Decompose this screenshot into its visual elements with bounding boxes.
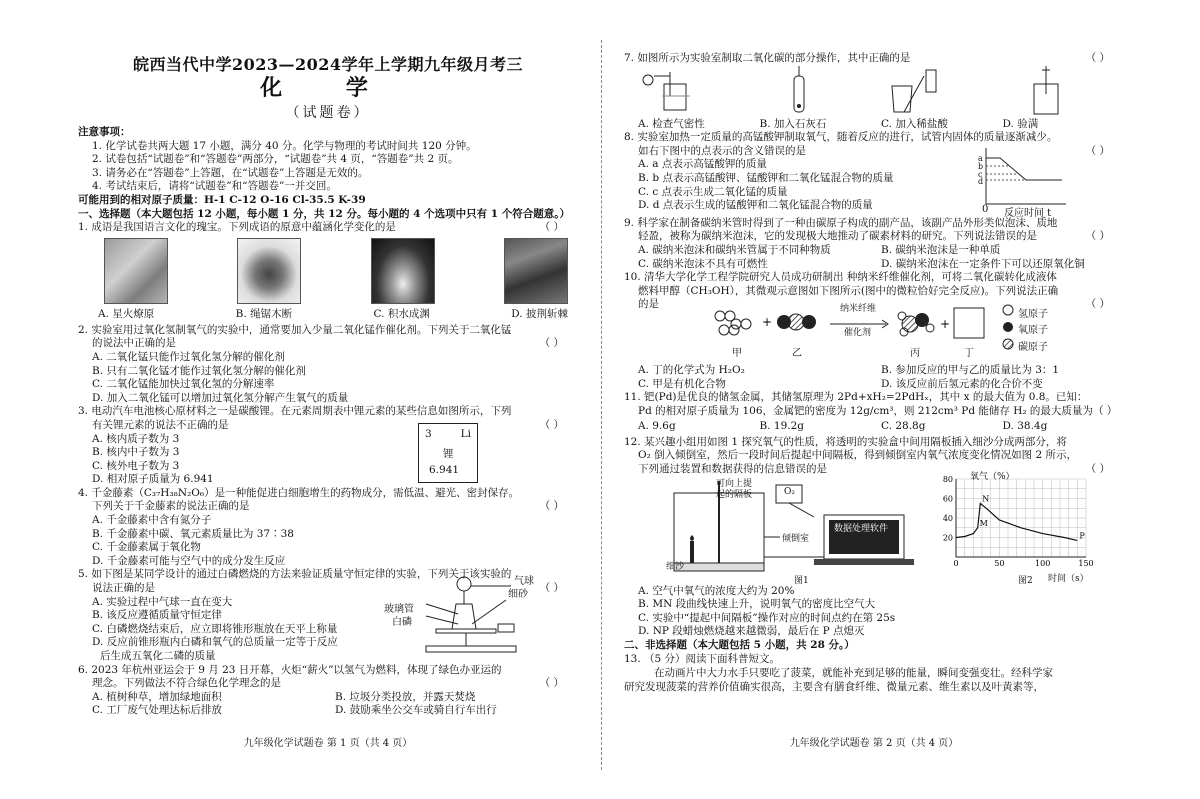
q9-line1: 9. 科学家在制备碳纳米管时得到了一种由碳原子构成的副产品，该副产品外形类似泡沫、质地 xyxy=(624,216,1058,229)
label-tube: 玻璃管 xyxy=(384,603,414,615)
fig2-caption: 图2 xyxy=(1018,575,1033,586)
legend-h-label: 氢原子 xyxy=(1018,308,1048,320)
q8-option-b: B. b 点表示高锰酸钾、锰酸钾和二氧化锰混合物的质量 xyxy=(638,171,894,184)
subject-title: 化 学 xyxy=(260,75,396,101)
q6-options-row1 xyxy=(78,691,578,705)
q4-line2: 下列关于千金藤素的说法正确的是 xyxy=(92,500,250,513)
answer-paren: （ ） xyxy=(539,221,564,234)
ding-box xyxy=(954,308,984,338)
q2-option-b: B. 只有二氧化锰才能作过氧化氢分解的催化剂 xyxy=(92,364,306,377)
q2-option-d: D. 加入二氧化锰可以增加过氧化氢分解产生氧气的质量 xyxy=(92,391,349,404)
fig1-room-label: 倾倒室 xyxy=(782,533,810,544)
q7-option-b: B. 加入石灰石 xyxy=(759,117,827,130)
q13-paragraph-1: 在动画片中大力水手只要吃了菠菜，就能补充到足够的能量，瞬间变强变壮。经科学家 xyxy=(654,667,1053,680)
legend-c-label: 碳原子 xyxy=(1018,341,1048,353)
q2-option-a: A. 二氧化锰只能作过氧化氢分解的催化剂 xyxy=(92,350,285,363)
fig1-lift-label-2: 起的隔板 xyxy=(716,489,753,500)
y-tick-label: 60 xyxy=(942,494,953,504)
q12-line2: O₂ 倒入倾倒室，然后一段时间后提起中间隔板，得到倾倒室内氧气浓度变化情况如图 2 所示， xyxy=(638,449,1078,462)
point-label-p: P xyxy=(1079,531,1085,541)
figure-2-oxygen-chart xyxy=(934,471,1104,579)
q5-option-d: D. 反应前锥形瓶内白磷和氧气的总质量一定等于反应 xyxy=(92,636,338,649)
q1-option-b: B. 绳锯木断 xyxy=(235,307,293,320)
q10-options-row1 xyxy=(624,364,1124,378)
fig2-xlabel: 时间（s） xyxy=(1048,573,1089,584)
page-1 xyxy=(78,0,578,799)
answer-paren: （ ） xyxy=(539,677,564,690)
legend-o-icon xyxy=(1003,322,1013,332)
add-acid-figure xyxy=(892,70,936,112)
q5-option-b: B. 该反应遵循质量守恒定律 xyxy=(92,609,222,622)
q9-option-d: D. 碳纳米泡沫在一定条件下可以还原氧化铜 xyxy=(881,257,1085,270)
q5-option-d-cont: 后生成五氧化二磷的质量 xyxy=(100,650,216,662)
yi-molecule xyxy=(777,314,816,330)
legend-h-icon xyxy=(1003,305,1013,315)
q13-head: 13. （5 分）阅读下面科普短文。 xyxy=(624,652,781,665)
q3-option-c: C. 核外电子数为 3 xyxy=(92,459,180,472)
q5-line1: 5. 如下图是某同学设计的通过白磷燃烧的方法来验证质量守恒定律的实验，下列关于该实验的 xyxy=(78,568,512,581)
q8-point-a: a xyxy=(978,154,983,164)
q6-options-row2 xyxy=(78,704,578,718)
q9-line2: 轻盈，被称为碳纳米泡沫，它的发现极大地推动了碳素材料的研究。下列说法错误的是 xyxy=(638,230,1037,243)
q10-option-a: A. 丁的化学式为 H₂O₂ xyxy=(638,363,745,376)
legend-o-label: 氧原子 xyxy=(1018,324,1048,336)
q8-xlabel: 反应时间 t xyxy=(1004,208,1052,220)
q8-point-b: b xyxy=(978,162,984,172)
q1-option-d: D. 披荆斩棘 xyxy=(511,307,568,320)
notes-head: 注意事项： xyxy=(78,126,131,138)
question-11 xyxy=(624,405,1124,419)
x-tick-label: 150 xyxy=(1078,558,1094,568)
q12-option-b: B. MN 段曲线快速上升，说明氧气的密度比空气大 xyxy=(638,598,876,611)
q5-option-a: A. 实验过程中气球一直在变大 xyxy=(92,595,233,608)
q10-option-c: C. 甲是有机化合物 xyxy=(638,377,726,390)
q8-point-c: c xyxy=(978,170,983,180)
check-full-figure xyxy=(1034,66,1058,114)
svg-text:+: + xyxy=(940,316,951,331)
q9-option-a: A. 碳纳米泡沫和碳纳米管属于不同种物质 xyxy=(638,243,831,256)
answer-paren: （ ） xyxy=(539,418,564,431)
q5-option-c: C. 白磷燃烧结束后，应立即将锥形瓶放在天平上称量 xyxy=(92,622,338,635)
y-tick-label: 80 xyxy=(942,474,953,484)
q12-option-c: C. 实验中“提起中间隔板”操作对应的时间点约在第 25s xyxy=(638,611,896,624)
li-mass: 6.941 xyxy=(429,463,460,476)
q10-line1: 10. 清华大学化学工程学院研究人员成功研制出 种纳米纤维催化剂，可将二氧化碳转化成液体 xyxy=(624,271,1057,284)
note-1: 1. 化学试卷共两大题 17 小题，满分 40 分。化学与物理的考试时间共 120 分钟。 xyxy=(92,139,477,152)
answer-paren: （ ） xyxy=(1085,144,1110,157)
photo-rope-saw xyxy=(237,238,301,304)
q4-option-b: B. 千金藤素中碳、氧元素质量比为 37∶38 xyxy=(92,527,294,540)
answer-paren: （ ） xyxy=(539,582,564,595)
section-1-title: 一、选择题（本大题包括 12 小题，每小题 1 分，共 12 分。每小题的 4 个选项中只有 1 个符合题意。） xyxy=(78,207,570,220)
fig1-o2-label: O₂ xyxy=(784,486,795,497)
q3-line1: 3. 电动汽车电池核心原材料之一是碳酸锂。在元素周期表中锂元素的某些信息如图所示，下列 xyxy=(78,405,512,418)
notes xyxy=(78,126,578,221)
q13-paragraph-2: 研究发现菠菜的营养价值确实很高，主要含有膳食纤维、微量元素、维生素以及叶黄素等， xyxy=(624,681,1044,694)
fig1-software-label: 数据处理软件 xyxy=(834,523,889,534)
y-tick-label: 20 xyxy=(942,533,953,543)
q4-line1: 4. 千金藤素（C₃₇H₃₈N₂O₆）是一种能促进白细胞增生的药物成分，需低温、避光、密封保存。 xyxy=(78,486,520,499)
q2-line2: 的说法中正确的是 xyxy=(92,337,176,350)
q5-line2: 说法正确的是 xyxy=(92,582,155,595)
answer-paren: （ ） xyxy=(539,500,564,513)
q8-block xyxy=(624,154,1124,220)
answer-paren: （ ） xyxy=(1092,404,1118,417)
catalyst-label-bottom: 催化剂 xyxy=(844,327,872,338)
q2-line1: 2. 实验室用过氧化氢制氧气的实验中，通常要加入少量二氧化锰作催化剂。下列关于二氧化锰 xyxy=(78,323,512,336)
x-tick-label: 50 xyxy=(994,558,1005,568)
paper-type: （试题卷） xyxy=(285,105,371,121)
q3-block xyxy=(78,427,578,487)
q8-option-c: C. c 点表示生成二氧化锰的质量 xyxy=(638,185,788,198)
q11-options xyxy=(624,420,1124,434)
page-divider xyxy=(601,40,602,770)
fig1-sand-label: 细沙 xyxy=(666,561,685,572)
photo-thorns xyxy=(504,238,568,304)
q6-line1: 6. 2023 年杭州亚运会于 9 月 23 日开幕，火炬“薪火”以氢气为燃料，体现了绿色办亚运的 xyxy=(78,663,502,676)
photo-water-drop xyxy=(371,238,435,304)
answer-paren: （ ） xyxy=(1085,52,1110,64)
fig1-caption: 图1 xyxy=(794,575,809,586)
q3-option-a: A. 核内质子数为 3 xyxy=(92,432,180,445)
q3-option-d: D. 相对原子质量为 6.941 xyxy=(92,473,214,486)
q4-option-d: D. 千金藤素可能与空气中的成分发生反应 xyxy=(92,554,286,567)
question-1 xyxy=(78,221,578,235)
q9-options-row1 xyxy=(624,244,1124,258)
label-balloon: 气球 xyxy=(514,575,534,587)
answer-paren: （ ） xyxy=(1085,298,1110,311)
note-4: 4. 考试结束后，请将“试题卷”和“答题卷”一并交回。 xyxy=(92,180,337,193)
atomic-mass: 可能用到的相对原子质量：H-1 C-12 O-16 Cl-35.5 K-39 xyxy=(78,193,366,206)
point-label-m: M xyxy=(979,518,988,528)
airtight-check-figure xyxy=(643,72,690,110)
label-sand: 细砂 xyxy=(508,588,528,600)
q2-option-c: C. 二氧化锰能加快过氧化氢的分解速率 xyxy=(92,378,275,391)
fig1-lift-label: 可向上提 xyxy=(716,478,753,489)
q12-figures xyxy=(624,471,1124,586)
q10-line2: 燃料甲醇（CH₃OH），其微观示意图如下图所示(图中的微粒恰好完全反应)。下列说法正确 xyxy=(638,284,1059,297)
q1-text: 1. 成语是我国语言文化的瑰宝。下列成语的原意中蕴涵化学变化的是 xyxy=(78,221,396,234)
q7-text: 7. 如图所示为实验室制取二氧化碳的部分操作，其中正确的是 xyxy=(624,52,911,64)
label-jia: 甲 xyxy=(732,347,742,359)
q12-line3: 下列通过装置和数据获得的信息错误的是 xyxy=(638,463,827,476)
q9-option-c: C. 碳纳米泡沫不具有可燃性 xyxy=(638,257,768,270)
q12-line1: 12. 某兴趣小组用如图 1 探究氧气的性质，将透明的实验盒中间用隔板插入细沙分成两部分，将 xyxy=(624,435,1067,448)
page-2 xyxy=(624,0,1124,799)
answer-paren: （ ） xyxy=(1085,463,1110,476)
answer-paren: （ ） xyxy=(1085,230,1110,243)
section-2-title: 二、非选择题（本大题包括 5 小题，共 28 分。） xyxy=(624,639,855,652)
label-yi: 乙 xyxy=(792,347,802,359)
note-3: 3. 请务必在“答题卷”上答题，在“试题卷”上答题是无效的。 xyxy=(92,166,369,179)
q4-option-c: C. 千金藤素属于氧化物 xyxy=(92,541,201,554)
answer-paren: （ ） xyxy=(539,337,564,350)
q8-mass-time-graph xyxy=(970,146,1070,212)
q6-option-b: B. 垃圾分类投放，并露天焚烧 xyxy=(335,690,476,703)
question-7 xyxy=(624,52,1124,66)
note-2: 2. 试卷包括“试题卷”和“答题卷”两部分，“试题卷”共 4 页，“答题卷”共 2 页。 xyxy=(92,153,459,166)
page-footer: 九年级化学试题卷 第 2 页（共 4 页） xyxy=(789,738,959,749)
q8-point-d: d xyxy=(978,177,984,187)
q6-option-d: D. 鼓励乘坐公交车或骑自行车出行 xyxy=(335,704,497,717)
page-footer: 九年级化学试题卷 第 1 页（共 4 页） xyxy=(243,738,413,749)
question-9 xyxy=(624,230,1124,244)
q1-images xyxy=(104,238,568,304)
q12-option-d: D. NP 段蜡烛燃烧越来越微弱，最后在 P 点熄灭 xyxy=(638,625,865,638)
q12-option-a: A. 空气中氧气的浓度大约为 20% xyxy=(638,584,795,597)
question-4 xyxy=(78,500,578,514)
y-tick-label: 40 xyxy=(942,513,953,523)
label-ding: 丁 xyxy=(964,347,974,359)
q8-option-a: A. a 点表示高锰酸钾的质量 xyxy=(638,158,767,171)
exam-title: 皖西当代中学2023—2024学年上学期九年级月考三 xyxy=(132,55,524,74)
q11-line1: 11. 钯(Pd)是优良的储氢金属，其储氢原理为 2Pd+xH₂=2PdHₓ，其中 x 的最大值为 0.8。已知： xyxy=(624,391,1088,404)
q8-line2: 如右下图中的点表示的含义错误的是 xyxy=(638,144,806,157)
question-2 xyxy=(78,337,578,351)
svg-text:+: + xyxy=(762,314,773,329)
q7-options xyxy=(624,118,1124,132)
q1-options xyxy=(98,306,568,321)
bing-molecule xyxy=(898,312,934,336)
q11-option-d: D. 38.4g xyxy=(1002,420,1048,433)
q8-option-d: D. d 点表示生成的锰酸钾和二氧化锰混合物的质量 xyxy=(638,199,873,212)
li-atomic-number: 3 xyxy=(425,427,432,440)
q8-origin: 0 xyxy=(982,204,989,216)
catalyst-label-top: 纳米纤维 xyxy=(840,303,877,314)
label-bing: 丙 xyxy=(910,347,920,359)
q7-option-c: C. 加入稀盐酸 xyxy=(881,117,948,130)
legend-c-icon xyxy=(1003,339,1013,349)
q3-option-b: B. 核内中子数为 3 xyxy=(92,446,180,459)
x-tick-label: 100 xyxy=(1035,558,1051,568)
q10-line3: 的是 xyxy=(638,298,659,311)
q10-option-b: B. 参加反应的甲与乙的质量比为 3：1 xyxy=(881,363,1060,376)
q7-option-a: A. 检查气密性 xyxy=(638,117,705,130)
q6-option-a: A. 植树种草，增加绿地面积 xyxy=(92,690,222,703)
li-symbol: Li xyxy=(460,427,471,440)
point-label-n: N xyxy=(982,494,990,504)
q10-option-d: D. 该反应前后氢元素的化合价不变 xyxy=(881,377,1043,390)
q6-option-c: C. 工厂废气处理达标后排放 xyxy=(92,704,222,717)
jia-molecules xyxy=(715,311,751,335)
x-tick-label: 0 xyxy=(953,558,959,568)
photo-prairie-fire xyxy=(104,238,168,304)
lithium-element-card xyxy=(418,423,478,483)
li-name: 锂 xyxy=(443,447,454,460)
question-6 xyxy=(78,677,578,691)
label-phos: 白磷 xyxy=(392,616,412,628)
q8-line1: 8. 实验室加热一定质量的高锰酸钾制取氧气，随着反应的进行，试管内固体的质量逐渐减少。 xyxy=(624,131,1058,144)
q11-option-b: B. 19.2g xyxy=(759,420,804,433)
q6-line2: 理念。下列做法不符合绿色化学理念的是 xyxy=(92,677,281,690)
q3-line2: 有关锂元素的说法不正确的是 xyxy=(92,418,229,431)
question-3 xyxy=(78,419,578,433)
q11-line2: Pd 的相对原子质量为 106，金属钯的密度为 12g/cm³，则 212cm³ Pd 能储存 H₂ 的最大质量为 xyxy=(638,404,1093,417)
q10-options-row2 xyxy=(624,378,1124,392)
q7-apparatus-figures xyxy=(634,66,1104,118)
q1-option-a: A. 星火燎原 xyxy=(98,307,155,320)
q7-option-d: D. 验满 xyxy=(1002,117,1039,130)
add-limestone-figure xyxy=(794,66,804,112)
q11-option-a: A. 9.6g xyxy=(638,420,676,433)
q9-options-row2 xyxy=(624,258,1124,272)
q9-option-b: B. 碳纳米泡沫是一种单质 xyxy=(881,243,1001,256)
q11-option-c: C. 28.8g xyxy=(881,420,926,433)
figure-1-apparatus xyxy=(664,477,934,581)
q4-option-a: A. 千金藤素中含有氮分子 xyxy=(92,514,212,527)
q1-option-c: C. 积水成渊 xyxy=(373,307,430,320)
fig2-ylabel: 氧气（%） xyxy=(970,471,1015,482)
